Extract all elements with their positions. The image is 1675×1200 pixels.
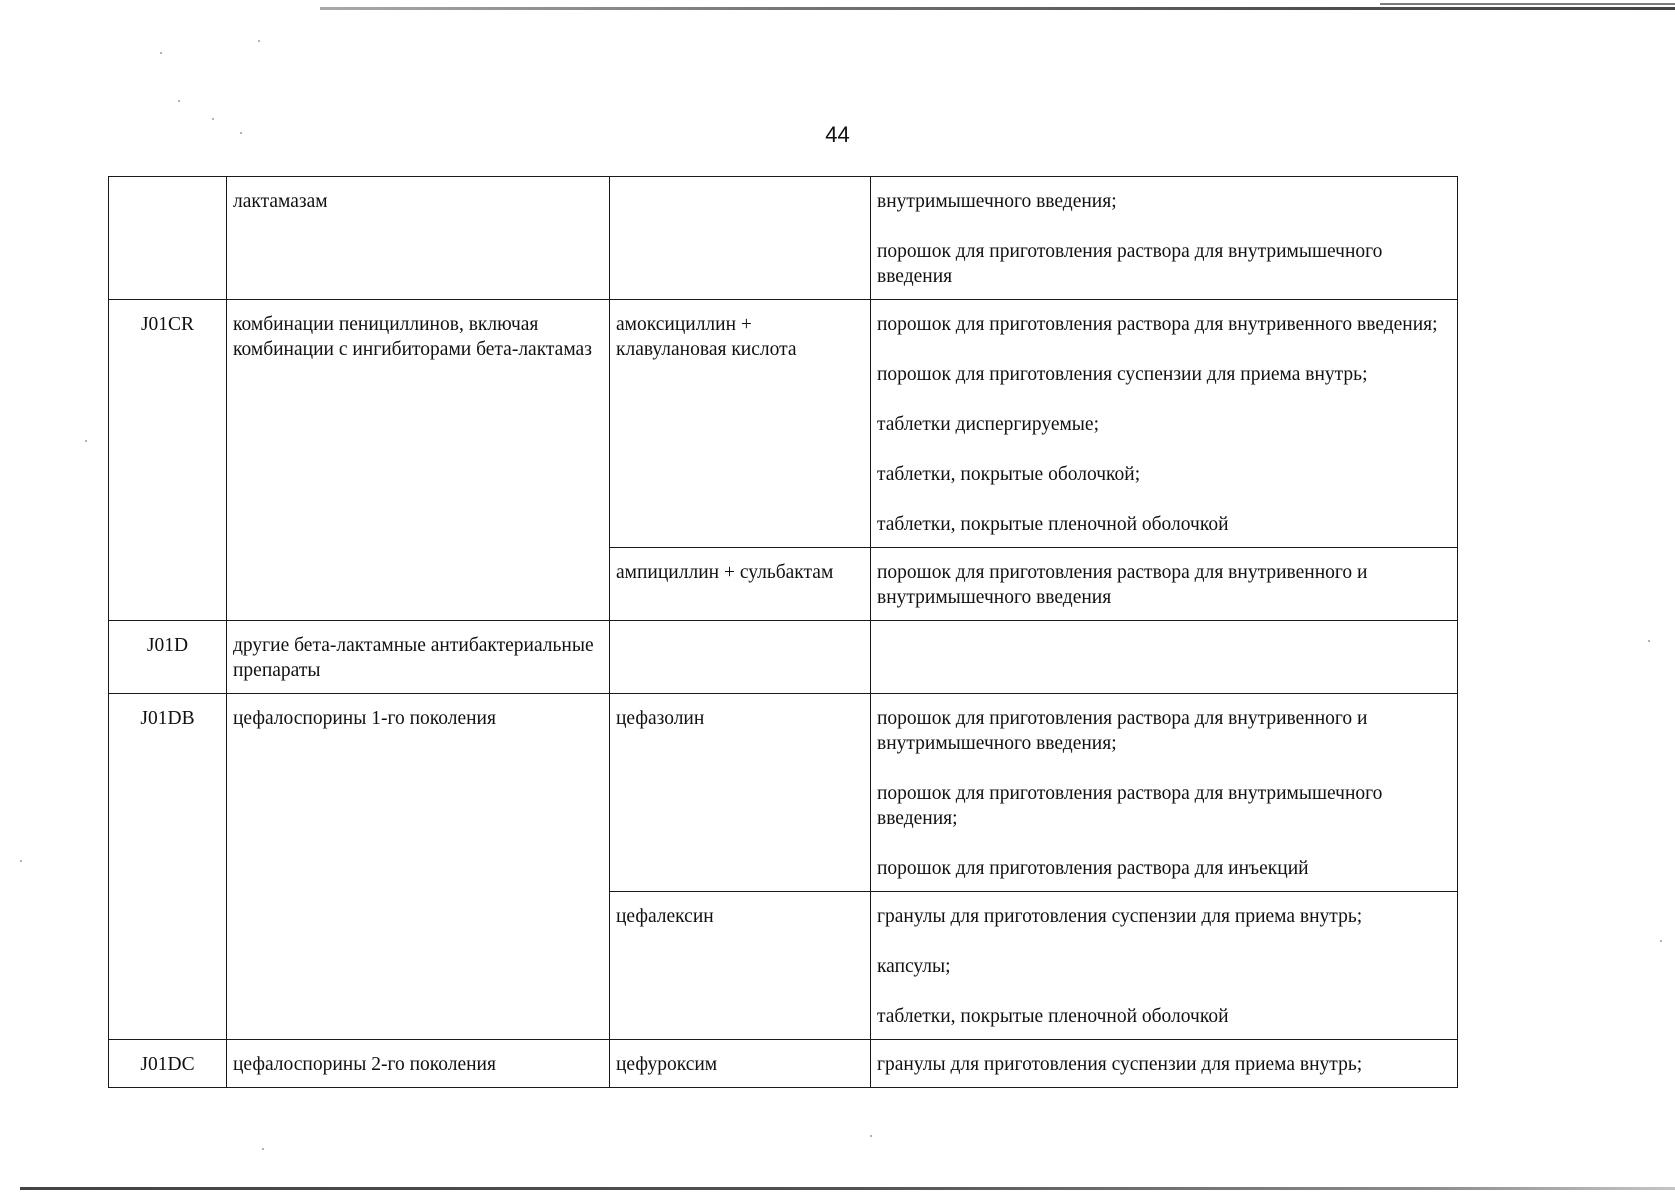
dosage-form-item: порошок для приготовления раствора для внутривенного введения; <box>877 314 1438 335</box>
dosage-form-item: таблетки диспергируемые; <box>877 414 1099 435</box>
scan-speck <box>212 118 214 120</box>
dosage-form-cell <box>871 1040 1458 1088</box>
dosage-form-cell <box>871 694 1458 892</box>
drug-name-cell: цефалексин <box>610 892 871 1040</box>
scan-speck <box>240 132 242 134</box>
group-cell: цефалоспорины 1-го поколения <box>227 694 610 1040</box>
dosage-form-cell <box>871 177 1458 300</box>
drug-name-cell: амоксициллин + клавулановая кислота <box>610 300 871 548</box>
scan-speck <box>85 440 87 442</box>
atc-code-cell: J01DB <box>109 694 227 1040</box>
group-cell: лактамазам <box>227 177 610 300</box>
scan-edge-top-corner <box>1380 3 1675 5</box>
dosage-form-item: гранулы для приготовления суспензии для приема внутрь; <box>877 906 1363 927</box>
table-row <box>109 1040 1458 1088</box>
dosage-form-cell <box>871 892 1458 1040</box>
drug-name-cell <box>610 621 871 694</box>
scan-speck <box>160 52 162 54</box>
dosage-form-item: порошок для приготовления раствора для внутримышечного введения; <box>877 783 1383 829</box>
atc-code-cell: J01DC <box>109 1040 227 1088</box>
dosage-form-item: таблетки, покрытые пленочной оболочкой <box>877 514 1229 535</box>
dosage-form-item: капсулы; <box>877 956 951 977</box>
group-cell: другие бета-лактамные антибактериальные препараты <box>227 621 610 694</box>
scan-speck <box>262 1148 264 1150</box>
scan-speck <box>258 40 260 42</box>
scan-speck <box>870 1135 872 1137</box>
table-row <box>109 694 1458 892</box>
dosage-form-item: таблетки, покрытые оболочкой; <box>877 464 1141 485</box>
dosage-form-item: внутримышечного введения; <box>877 191 1117 212</box>
group-cell: комбинации пенициллинов, включая комбинации с ингибиторами бета-лактамаз <box>227 300 610 621</box>
drug-name-cell: ампициллин + сульбактам <box>610 548 871 621</box>
dosage-form-cell <box>871 300 1458 548</box>
dosage-form-cell <box>871 621 1458 694</box>
dosage-form-cell <box>871 548 1458 621</box>
table-row <box>109 621 1458 694</box>
dosage-form-item: порошок для приготовления суспензии для приема внутрь; <box>877 364 1368 385</box>
scan-speck <box>1660 940 1662 942</box>
dosage-form-item: таблетки, покрытые пленочной оболочкой <box>877 1006 1229 1027</box>
scan-edge-top <box>320 7 1675 10</box>
scan-speck <box>178 100 180 102</box>
drug-table <box>108 176 1458 1088</box>
table-row <box>109 300 1458 548</box>
page-number: 44 <box>825 122 850 147</box>
dosage-form-item: порошок для приготовления раствора для внутривенного и внутримышечного введения <box>877 562 1368 608</box>
dosage-form-item: порошок для приготовления раствора для инъекций <box>877 858 1309 879</box>
scan-speck <box>20 860 22 862</box>
group-cell: цефалоспорины 2-го поколения <box>227 1040 610 1088</box>
drug-name-cell: цефуроксим <box>610 1040 871 1088</box>
drug-name-cell <box>610 177 871 300</box>
atc-code-cell: J01CR <box>109 300 227 621</box>
table-row <box>109 177 1458 300</box>
dosage-form-item: порошок для приготовления раствора для внутривенного и внутримышечного введения; <box>877 708 1368 754</box>
scan-edge-bottom <box>20 1187 1675 1190</box>
dosage-form-item: порошок для приготовления раствора для внутримышечного введения <box>877 241 1383 287</box>
atc-code-cell: J01D <box>109 621 227 694</box>
atc-code-cell <box>109 177 227 300</box>
dosage-form-item: гранулы для приготовления суспензии для приема внутрь; <box>877 1054 1363 1075</box>
drug-name-cell: цефазолин <box>610 694 871 892</box>
scan-speck <box>1648 640 1650 642</box>
